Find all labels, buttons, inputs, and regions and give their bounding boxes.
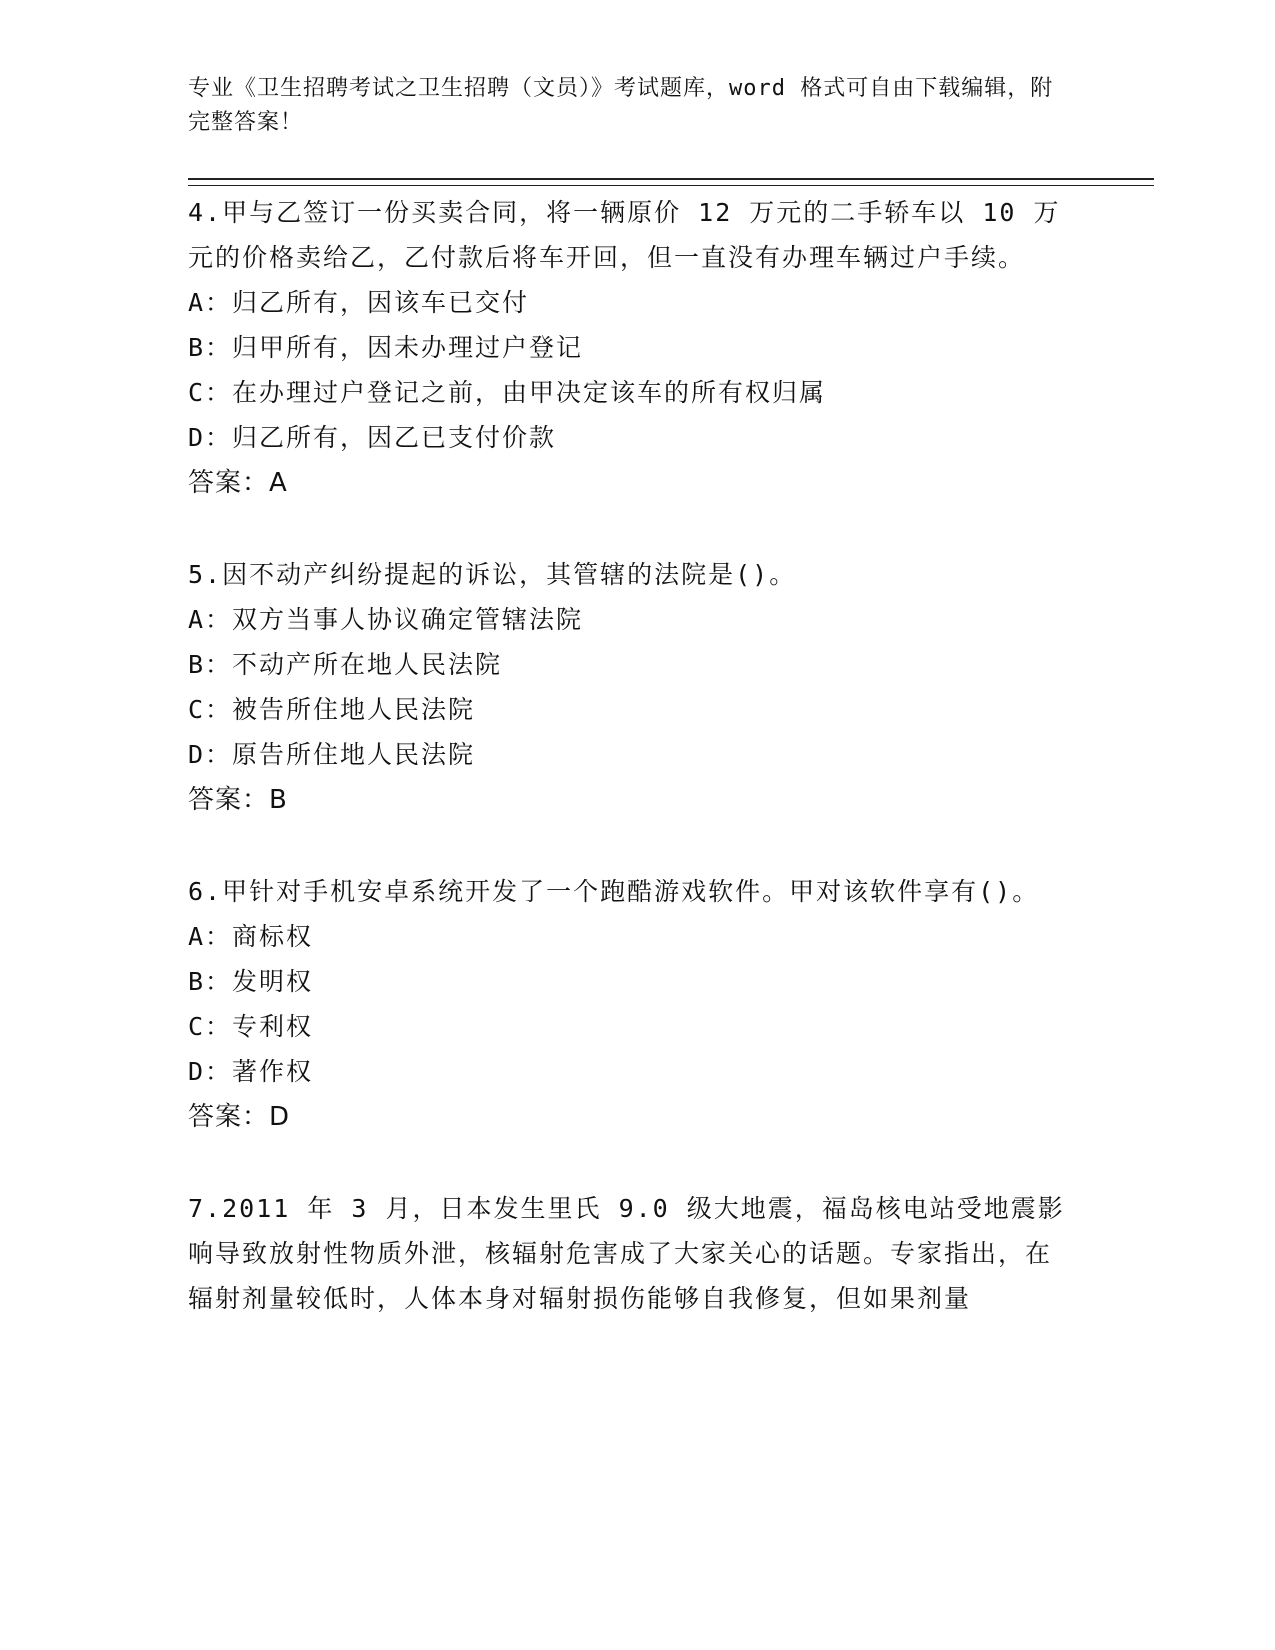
header-divider bbox=[188, 178, 1154, 186]
question-4 bbox=[188, 190, 1068, 506]
option-b: B：归甲所有，因未办理过户登记 bbox=[188, 333, 584, 362]
question-stem: 5.因不动产纠纷提起的诉讼，其管辖的法院是()。 bbox=[188, 560, 797, 589]
option-a: A：双方当事人协议确定管辖法院 bbox=[188, 605, 584, 634]
option-b: B：不动产所在地人民法院 bbox=[188, 650, 503, 679]
option-d: D：著作权 bbox=[188, 1057, 314, 1086]
option-c: C：在办理过户登记之前，由甲决定该车的所有权归属 bbox=[188, 378, 827, 407]
header-text: 专业《卫生招聘考试之卫生招聘（文员）》考试题库，word 格式可自由下载编辑，附完整答案！ bbox=[188, 76, 1054, 135]
option-c: C：被告所住地人民法院 bbox=[188, 695, 476, 724]
question-list bbox=[188, 190, 1068, 1367]
option-a: A：归乙所有，因该车已交付 bbox=[188, 288, 530, 317]
option-a: A：商标权 bbox=[188, 922, 314, 951]
question-7 bbox=[188, 1186, 1068, 1321]
question-stem: 7.2011 年 3 月，日本发生里氏 9.0 级大地震，福岛核电站受地震影响导致放射性物质外泄，核辐射危害成了大家关心的话题。专家指出，在辐射剂量较低时，人体本身对辐射损伤能够自我修复，但如果剂量 bbox=[188, 1194, 1065, 1313]
option-c: C：专利权 bbox=[188, 1012, 314, 1041]
question-5 bbox=[188, 552, 1068, 823]
question-stem: 4.甲与乙签订一份买卖合同，将一辆原价 12 万元的二手轿车以 10 万元的价格卖给乙，乙付款后将车开回，但一直没有办理车辆过户手续。 bbox=[188, 198, 1061, 272]
question-6 bbox=[188, 869, 1068, 1140]
answer: 答案：A bbox=[188, 468, 288, 498]
option-d: D：原告所住地人民法院 bbox=[188, 740, 476, 769]
option-b: B：发明权 bbox=[188, 967, 314, 996]
question-stem: 6.甲针对手机安卓系统开发了一个跑酷游戏软件。甲对该软件享有()。 bbox=[188, 877, 1040, 906]
page-header bbox=[188, 72, 1068, 140]
answer: 答案：D bbox=[188, 1102, 291, 1132]
option-d: D：归乙所有，因乙已支付价款 bbox=[188, 423, 557, 452]
answer: 答案：B bbox=[188, 785, 288, 815]
